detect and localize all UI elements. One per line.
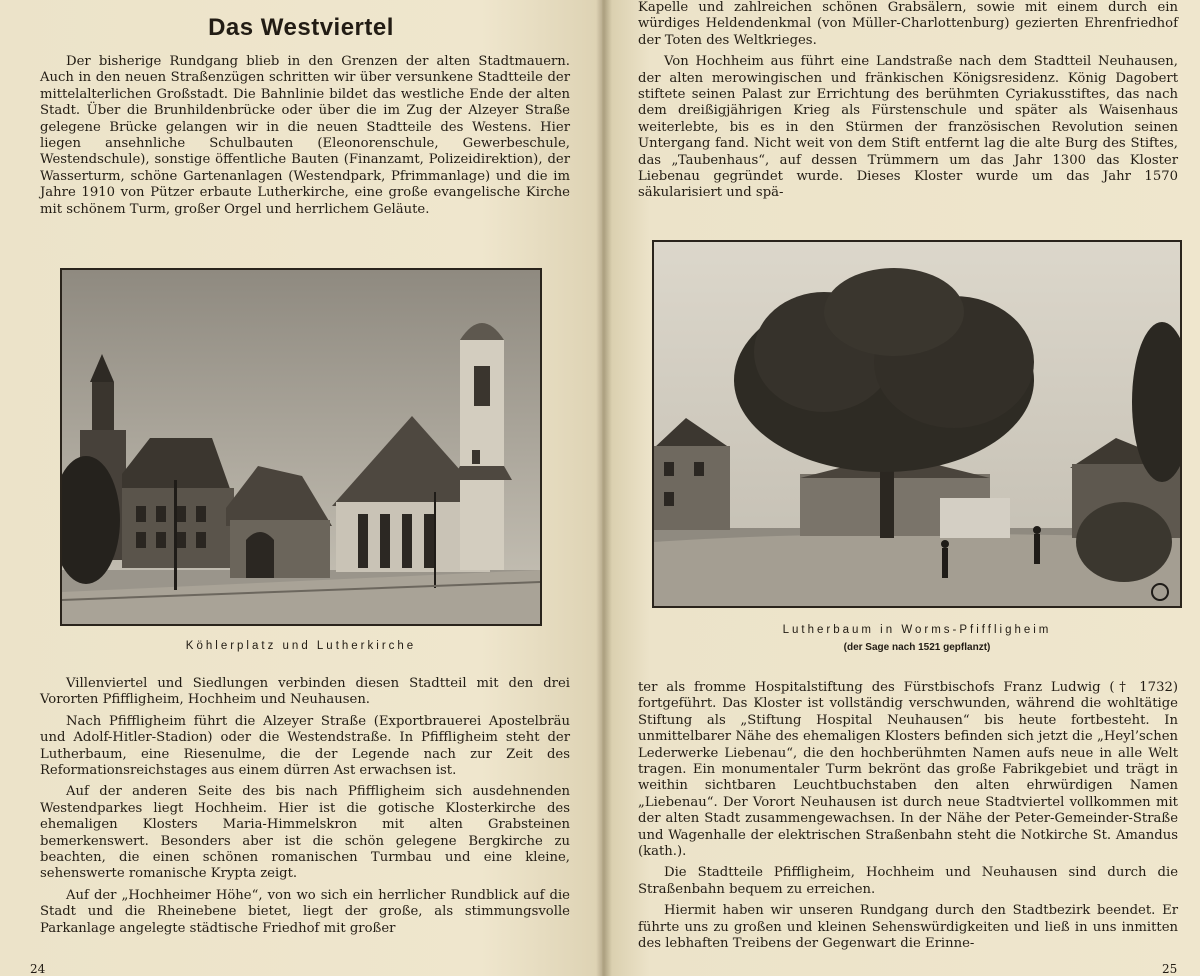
photo-caption-lutherkirche: Köhlerplatz und Lutherkirche <box>185 640 417 652</box>
intro-text: Der bisherige Rundgang blieb in den Grenzen der alten Stadtmauern. Auch in den neuen Straßenzügen schritten wir über versunkene Stadtteile der mittelalterlichen Großstadt. Die Bahnlinie bildet das westliche Ende der alten Stadt. Über die Brunhildenbrücke oder über die im Zug der Alzeyer Straße gelegene Brücke gelangen wir in die neuen Stadtteile des Westens. Hier liegen ansehnliche Schulbauten (Eleonorenschule, Gewerbeschule, Westendschule), sonstige öffentliche Bauten (Finanzamt, Polizeidirektion), der Wasserturm, schöne Gartenanlagen (Westendpark, Pfrimmanlage) und die im Jahre 1910 von Pützer erbaute Lutherkirche, eine große evangelische Kirche mit schönem Turm, großer Orgel und herrlichem Geläute. <box>40 54 570 217</box>
paragraph-strassenbahn: Die Stadtteile Pfiffligheim, Hochheim und Neuhausen sind durch die Straßenbahn bequem zu erreichen. <box>638 865 1178 897</box>
photo-lutherkirche <box>60 268 542 626</box>
right-top-text <box>638 0 1178 207</box>
right-body-text <box>638 680 1178 958</box>
photo-caption-lutherbaum: Lutherbaum in Worms-Pfiffligheim <box>782 624 1052 636</box>
paragraph-hochheimer-hoehe: Auf der „Hochheimer Höhe“, von wo sich ein herrlicher Rundblick auf die Stadt und die Rheinebene bietet, liegt der große, als stimmungsvolle Parkanlage angelegte städtische Friedhof mit großer <box>40 887 570 936</box>
page-number-right: 25 <box>1162 962 1178 976</box>
paragraph-vororte: Villenviertel und Siedlungen verbinden diesen Stadtteil mit den drei Vororten Pfiffligheim, Hochheim und Neuhausen. <box>40 676 570 708</box>
paragraph-pfiffligheim: Nach Pfiffligheim führt die Alzeyer Straße (Exportbrauerei Apostelbräu und Adolf-Hitler-Stadion) oder die Westendstraße. In Pfiffligheim steht der Lutherbaum, eine Riesenulme, die der Legende nach zur Zeit des Reformationsreichstages aus einem dürren Ast erwachsen ist. <box>40 713 570 779</box>
page-number-left: 24 <box>30 962 46 976</box>
right-page <box>602 0 1200 976</box>
photo-lutherbaum <box>652 240 1182 608</box>
book-gutter <box>596 0 612 976</box>
left-body-text <box>40 676 570 942</box>
photo-subcaption-lutherbaum: (der Sage nach 1521 gepflanzt) <box>843 642 991 653</box>
paragraph-rundgang-ende: Hiermit haben wir unseren Rundgang durch den Stadtbezirk beendet. Er führte uns zu großen und kleinen Sehenswürdigkeiten und ließ in uns inmitten des lebhaften Treibens der Gegenwart die Erinne- <box>638 903 1178 952</box>
intro-paragraph <box>40 54 570 223</box>
paragraph-hochheim: Auf der anderen Seite des bis nach Pfiffligheim sich ausdehnenden Westendparkes liegt Hochheim. Hier ist die gotische Klosterkirche des ehemaligen Klosters Maria-Himmelskron mit alten Grabsteinen bemerkenswert. Besonders aber ist die schön gelegene Bergkirche zu beachten, die einen schönen romanischen Turmbau und eine kleine, sehenswerte romanische Krypta zeigt. <box>40 784 570 882</box>
page-title: Das Westviertel <box>208 14 394 41</box>
paragraph-kapelle: Kapelle und zahlreichen schönen Grabsälern, sowie mit einem durch ein würdiges Heldendenkmal (von Müller-Charlottenburg) gezierten Ehrenfriedhof der Toten des Weltkrieges. <box>638 0 1178 48</box>
paragraph-hospitalstiftung: ter als fromme Hospitalstiftung des Fürstbischofs Franz Ludwig († 1732) fortgeführt. Das Kloster ist vollständig verschwunden, während die wohltätige Stiftung als „Stiftung Hospital Neuhausen“ bis heute fortbesteht. In unmittelbarer Nähe des ehemaligen Klosters befinden sich jetzt die „Heyl’schen Lederwerke Liebenau“, die den hochberühmten Namen aufs neue in alle Welt tragen. Ein monumentaler Turm bekrönt das große Fabrikgebiet und trägt in weithin sichtbaren Leuchtbuchstaben den alten ehrwürdigen Namen „Liebenau“. Der Vorort Neuhausen ist durch neue Stadtviertel vollkommen mit der alten Stadt zusammengewachsen. In der Nähe der Peter-Gemeinder-Straße und Wagenhalle der elektrischen Straßenbahn steht die Notkirche St. Amandus (kath.). <box>638 680 1178 860</box>
paragraph-neuhausen: Von Hochheim aus führt eine Landstraße nach dem Stadtteil Neuhausen, der alten merowingischen und fränkischen Königsresidenz. König Dagobert stiftete seinen Palast zur Errichtung des berühmten Cyriakusstiftes, das nach dem dreißigjährigen Krieg als Fürstenschule und später als Waisenhaus weiterlebte, bis es in den Stürmen der französischen Revolution seinen Untergang fand. Nicht weit von dem Stift entfernt lag die alte Burg des Stiftes, das „Taubenhaus“, auf dessen Trümmern um das Jahr 1300 das Kloster Liebenau gegründet wurde. Dieses Kloster wurde um das Jahr 1570 säkularisiert und spä- <box>638 54 1178 201</box>
lutherkirche-photo-illustration <box>62 270 540 624</box>
lutherbaum-photo-illustration <box>654 242 1180 606</box>
